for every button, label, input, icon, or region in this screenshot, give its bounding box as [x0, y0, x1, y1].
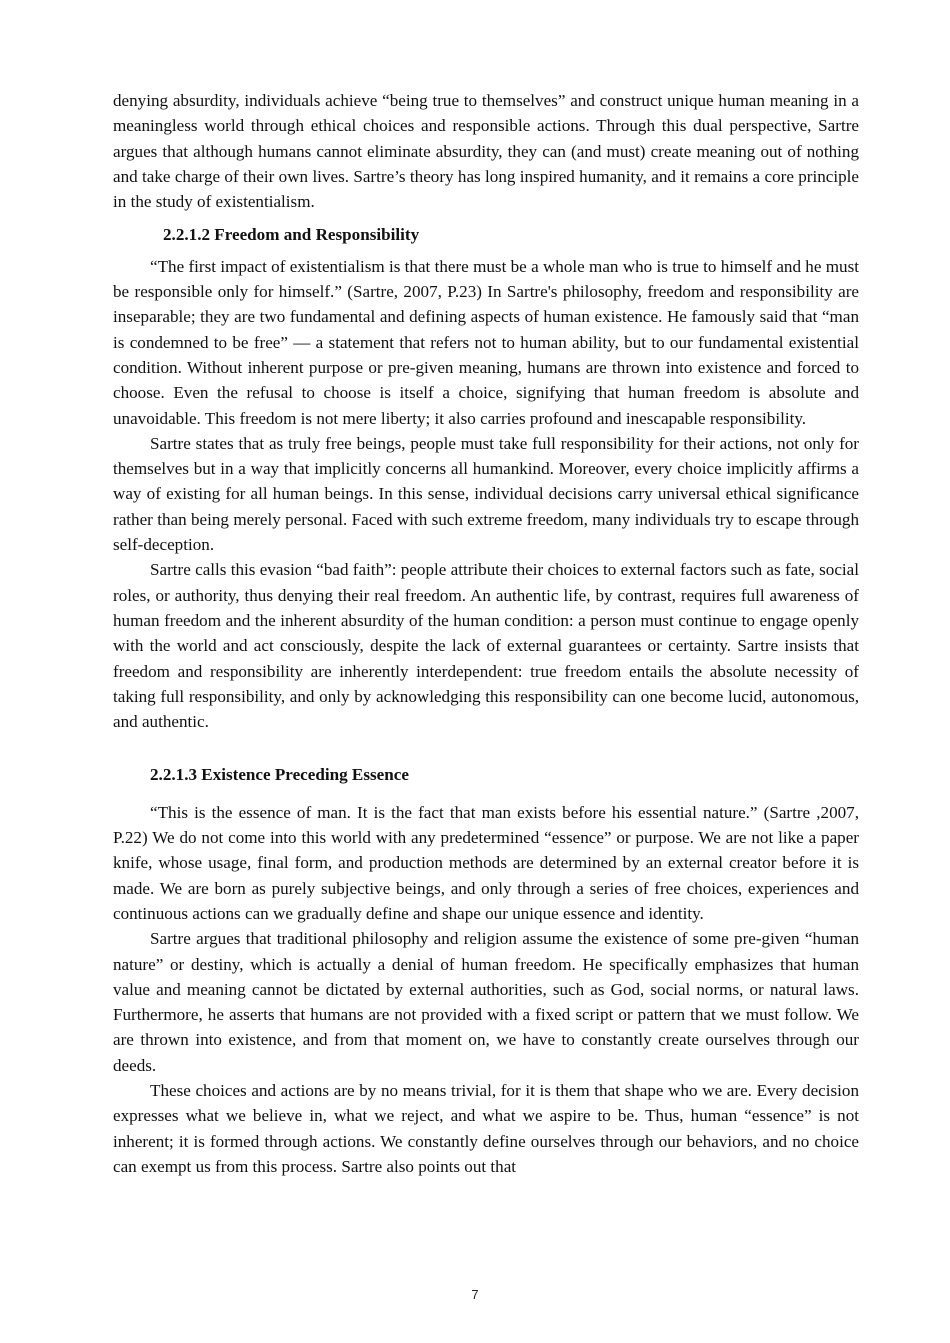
paragraph-responsibility: Sartre states that as truly free beings, people must take full responsibility for their actions, not only for themselves but in a way that implicitly concerns all humankind. Moreover, every choice implicitly affirms a way of existing for all human beings. In this sense, individual decisions carry universal ethical significance rather than being merely personal. Faced with such extreme freedom, many individuals try to escape through self-deception. [113, 433, 859, 555]
paragraph-absurdity-conclusion: denying absurdity, individuals achieve “being true to themselves” and construct unique human meaning in a meaningless world through ethical choices and responsible actions. Through this dual perspective, Sartre argues that although humans cannot eliminate absurdity, they can (and must) create meaning out of nothing and take charge of their own lives. Sartre’s theory has long inspired humanity, and it remains a core principle in the study of existentialism. [113, 91, 859, 212]
document-page [113, 88, 859, 1179]
paragraph-choices-actions: These choices and actions are by no means trivial, for it is them that shape who we are. Every decision expresses what we believe in, what we reject, and what we aspire to be. Thus, human “essence” is not inherent; it is formed through actions. We constantly define ourselves through our behaviors, and no choice can exempt us from this process. Sartre also points out that [113, 1080, 859, 1176]
paragraph-freedom-quote: “The first impact of existentialism is that there must be a whole man who is true to himself and he must be responsible only for himself.” (Sartre, 2007, P.23) In Sartre's philosophy, freedom and responsibility are inseparable; they are two fundamental and defining aspects of human existence. He famously said that “man is condemned to be free” — a statement that refers not to human ability, but to our fundamental existential condition. Without inherent purpose or pre-given meaning, humans are thrown into existence and forced to choose. Even the refusal to choose is itself a choice, signifying that human freedom is absolute and unavoidable. This freedom is not mere liberty; it also carries profound and inescapable responsibility. [113, 256, 859, 428]
page-number: 7 [471, 1287, 479, 1302]
paragraph-essence-quote: “This is the essence of man. It is the fact that man exists before his essential nature.” (Sartre ,2007, P.22) We do not come into this world with any predetermined “essence” or purpose. We are not like a paper knife, whose usage, final form, and production methods are determined by an external creator before it is made. We are born as purely subjective beings, and only through a series of free choices, experiences and continuous actions can we gradually define and shape our unique essence and identity. [113, 802, 859, 923]
heading-freedom-responsibility: 2.2.1.2 Freedom and Responsibility [163, 225, 420, 245]
heading-existence-essence: 2.2.1.3 Existence Preceding Essence [150, 765, 409, 785]
paragraph-human-nature: Sartre argues that traditional philosophy and religion assume the existence of some pre-given “human nature” or destiny, which is actually a denial of human freedom. He specifically emphasizes that human value and meaning cannot be dictated by external authorities, such as God, social norms, or natural laws. Furthermore, he asserts that humans are not provided with a fixed script or pattern that we must follow. We are thrown into existence, and from that moment on, we have to constantly create ourselves through our deeds. [113, 929, 859, 1075]
paragraph-bad-faith: Sartre calls this evasion “bad faith”: people attribute their choices to external factors such as fate, social roles, or authority, thus denying their real freedom. An authentic life, by contrast, requires full awareness of human freedom and the inherent absurdity of the human condition: a person must continue to engage openly with the world and act consciously, despite the lack of external guarantees or certainty. Sartre insists that freedom and responsibility are inherently interdependent: true freedom entails the absolute necessity of taking full responsibility, and only by acknowledging this responsibility can one become lucid, autonomous, and authentic. [113, 560, 859, 732]
